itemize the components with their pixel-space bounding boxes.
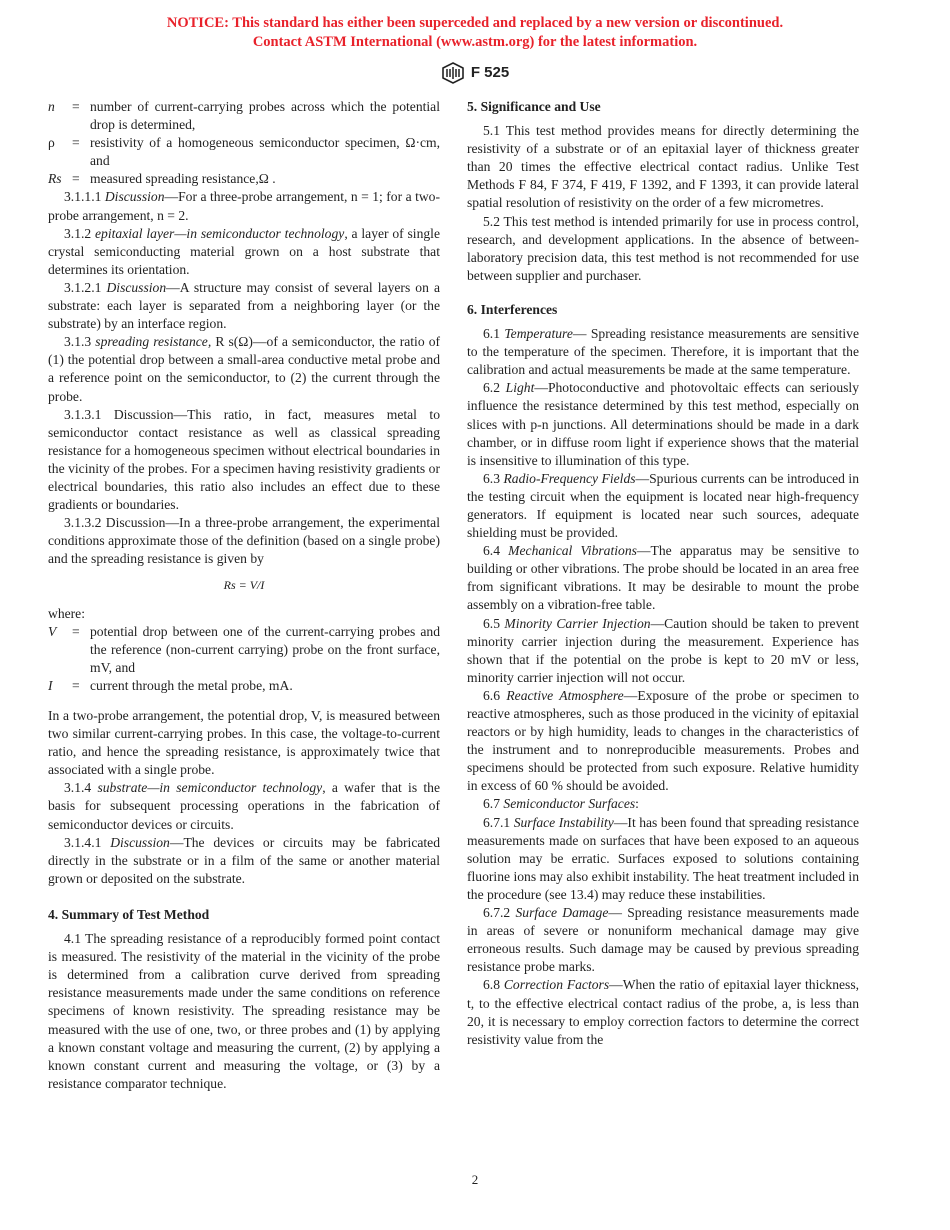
para-3-1-1-1: 3.1.1.1 Discussion—For a three-probe arrangement, n = 1; for a two-probe arrangement, n = 2. bbox=[48, 189, 440, 223]
def-text: measured spreading resistance,Ω . bbox=[90, 171, 276, 187]
para-3-1-3-1: 3.1.3.1 Discussion—This ratio, in fact, measures metal to semiconductor contact resistance as well as classical spreading resistance for a homogeneous specimen without electrical boundaries in the vicinity of the probes. For a specimen having resistivity gradients or electrical boundaries, this ratio also includes an effect due to these gradients or boundaries. bbox=[48, 406, 440, 513]
formula: Rs = V/I bbox=[223, 578, 265, 593]
def-symbol: V bbox=[48, 623, 57, 639]
astm-logo-icon bbox=[441, 62, 465, 84]
def-symbol: ρ bbox=[48, 135, 55, 151]
def-text: number of current-carrying probes across which the potential drop is determined, bbox=[90, 99, 440, 133]
para-4-1: 4.1 The spreading resistance of a reproducibly formed point contact is measured. The resistivity of the material in the vicinity of the probe is determined from a calibration curve derived from spreading resistance measurements made under the same conditions on reference specimens of known resistivity. The spreading resistance may be measured with the use of one, two, or three probes and (1) by applying a known constant voltage and measuring the current, (2) by applying a known constant current and measuring the voltage, or (3) by a resistance comparator technique. bbox=[48, 931, 440, 1091]
para-3-1-4-1: 3.1.4.1 Discussion—The devices or circuits may be fabricated directly in the substrate or in a film of the same or another material grown or deposited on the substrate. bbox=[48, 834, 441, 886]
para-two-probe: In a two-probe arrangement, the potential drop, V, is measured between two similar current-carrying probes. In this case, the voltage-to-current ratio, and hence the spreading resistance, is approximately twice that associated with a single probe. bbox=[48, 708, 440, 778]
para-6-6: 6.6 Reactive Atmosphere—Exposure of the probe or specimen to reactive atmospheres, such as those produced in the vicinity of epitaxial reactors or by high humidity, leads to changes in the characteristics of the instrument and to nonreproducible measurements. Probes and specimens should be protected from such exposure. Relative humidity in excess of 60 % should be avoided. bbox=[467, 687, 860, 794]
def-symbol: Rs bbox=[48, 171, 62, 187]
notice-line-1: NOTICE: This standard has either been superceded and replaced by a new version or discontinued. bbox=[166, 15, 784, 31]
def-text: current through the metal probe, mA. bbox=[90, 677, 293, 693]
para-6-2: 6.2 Light—Photoconductive and photovoltaic effects can seriously influence the resistance determined by this test method, especially on slices with p-n junctions. All determinations should be made in a dark chamber, or in diffuse room light if experience shows that the material is insensitive to illumination of this type. bbox=[467, 380, 860, 468]
notice-banner bbox=[0, 14, 950, 52]
formula-definitions bbox=[48, 623, 440, 695]
para-3-1-3-2: 3.1.3.2 Discussion—In a three-probe arrangement, the experimental conditions approximate those of the definition (based on a single probe) and the spreading resistance is given by bbox=[48, 515, 440, 567]
para-5-1: 5.1 This test method provides means for directly determining the resistivity of a substrate or of an epitaxial layer of thickness greater than 20 times the effective electrical contact radius. Unlike Test Methods F 84, F 374, F 419, F 1392, and F 1393, it can provide lateral spatial resolution of resistivity on the order of a few micrometres. bbox=[467, 123, 859, 211]
def-equals: = bbox=[72, 171, 80, 187]
right-column bbox=[467, 98, 859, 1049]
def-equals: = bbox=[72, 623, 80, 639]
para-6-3: 6.3 Radio-Frequency Fields—Spurious currents can be introduced in the testing circuit when the equipment is located near high-frequency generators. If equipment is located near such sources, adequate shielding must be provided. bbox=[467, 470, 859, 541]
para-3-1-2: 3.1.2 epitaxial layer—in semiconductor technology, a layer of single crystal semiconducting material grown on a host substrate that determines its orientation. bbox=[48, 225, 440, 277]
para-6-7: 6.7 Semiconductor Surfaces: bbox=[483, 796, 639, 812]
def-symbol: n bbox=[48, 99, 55, 114]
para-6-7-1: 6.7.1 Surface Instability—It has been found that spreading resistance measurements made on surfaces that have been exposed to an aqueous solution may be erratic. Surfaces exposed to solutions containing fluorine ions may also exhibit instability. The heat treatment included in the procedure (see 13.4) may reduce these instabilities. bbox=[467, 814, 859, 902]
def-text: resistivity of a homogeneous semiconductor specimen, Ω·cm, and bbox=[90, 135, 440, 169]
symbol-definitions bbox=[48, 98, 440, 188]
para-6-7-2: 6.7.2 Surface Damage— Spreading resistance measurements made in areas of severe or nonuniform mechanical damage may give erroneous results. Such damage may be caused by previous spreading resistance probe marks. bbox=[467, 905, 859, 975]
para-6-1: 6.1 Temperature— Spreading resistance measurements are sensitive to the temperature of the specimen. Therefore, it is important that the calibration and actual measurements be made at the same temperature. bbox=[467, 326, 859, 378]
para-3-1-4: 3.1.4 substrate—in semiconductor technology, a wafer that is the basis for subsequent processing operations in the fabrication of semiconductor devices or circuits. bbox=[48, 780, 440, 832]
para-6-8: 6.8 Correction Factors—When the ratio of epitaxial layer thickness, t, to the effective electrical contact radius of the probe, a, is less than 20, it is necessary to employ correction factors to determine the correct resistivity value from the bbox=[467, 977, 860, 1047]
page-number: 2 bbox=[471, 1172, 479, 1187]
notice-line-2: Contact ASTM International (www.astm.org) for the latest information. bbox=[252, 34, 698, 50]
para-3-1-3: 3.1.3 spreading resistance, R s(Ω)—of a semiconductor, the ratio of (1) the potential drop between a small-area conductive metal probe and a reference point on the semiconductor, to (2) the current through the probe. bbox=[48, 334, 441, 404]
para-3-1-2-1: 3.1.2.1 Discussion—A structure may consist of several layers on a substrate: each layer is separated from a neighboring layer (or the substrate) by an interface region. bbox=[48, 279, 441, 332]
def-equals: = bbox=[72, 135, 80, 151]
left-column bbox=[48, 98, 440, 1093]
para-6-5: 6.5 Minority Carrier Injection—Caution should be taken to prevent minority carrier injection during the measurement. Experience has shown that if the potential on the probe is kept to 20 mV or less, minority carrier injection will not occur. bbox=[467, 615, 859, 685]
section-heading-4: 4. Summary of Test Method bbox=[48, 906, 210, 922]
def-equals: = bbox=[72, 677, 80, 693]
def-symbol: I bbox=[48, 677, 53, 693]
para-6-4: 6.4 Mechanical Vibrations—The apparatus may be sensitive to building or other vibrations. The probe should be located in an area free from significant vibrations. It may be desirable to mount the probe assembly on a vibration-free table. bbox=[467, 543, 860, 613]
section-heading-6: 6. Interferences bbox=[467, 301, 558, 317]
def-equals: = bbox=[72, 99, 80, 114]
designation: F 525 bbox=[470, 63, 510, 81]
section-heading-5: 5. Significance and Use bbox=[467, 99, 601, 114]
def-text: potential drop between one of the current-carrying probes and the reference (non-current carrying) probe on the front surface, mV, and bbox=[90, 623, 440, 675]
where-label: where: bbox=[48, 605, 85, 621]
page-header bbox=[0, 62, 950, 84]
para-5-2: 5.2 This test method is intended primarily for use in process control, research, and development applications. In the absence of between-laboratory precision data, this test method is not recommended for use between supplier and purchaser. bbox=[467, 213, 859, 283]
